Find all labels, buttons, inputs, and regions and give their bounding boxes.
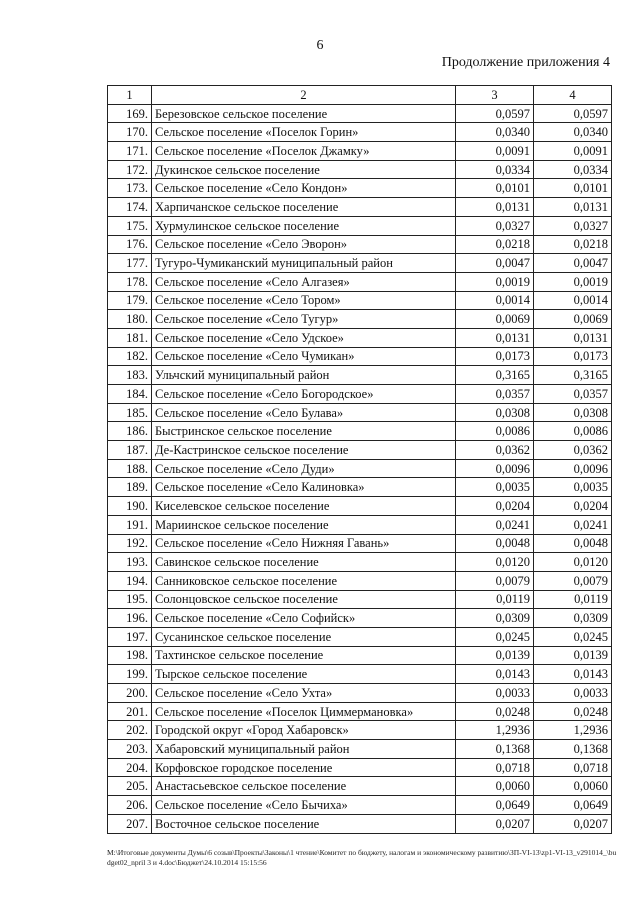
table-row [108,403,612,422]
value-col-3: 0,0033 [456,684,534,703]
value-col-3: 0,0035 [456,478,534,497]
value-col-3: 0,0060 [456,777,534,796]
row-number: 188. [108,459,152,478]
table-row [108,814,612,833]
entity-name: Восточное сельское поселение [152,814,456,833]
entity-name: Сельское поселение «Село Тугур» [152,310,456,329]
value-col-3: 0,0718 [456,758,534,777]
entity-name: Де-Кастринское сельское поселение [152,441,456,460]
entity-name: Сельское поселение «Село Софийск» [152,609,456,628]
value-col-4: 0,0718 [534,758,612,777]
value-col-4: 0,0143 [534,665,612,684]
row-number: 199. [108,665,152,684]
value-col-3: 0,0131 [456,198,534,217]
header-col-4: 4 [534,86,612,105]
table-row [108,721,612,740]
entity-name: Сельское поселение «Село Тором» [152,291,456,310]
table-row [108,627,612,646]
entity-name: Корфовское городское поселение [152,758,456,777]
value-col-4: 0,0362 [534,441,612,460]
row-number: 205. [108,777,152,796]
table-row [108,796,612,815]
row-number: 186. [108,422,152,441]
value-col-3: 0,0649 [456,796,534,815]
value-col-3: 0,0327 [456,216,534,235]
value-col-3: 0,0357 [456,385,534,404]
row-number: 170. [108,123,152,142]
row-number: 196. [108,609,152,628]
row-number: 202. [108,721,152,740]
value-col-3: 0,0019 [456,272,534,291]
value-col-3: 0,0048 [456,534,534,553]
value-col-4: 1,2936 [534,721,612,740]
row-number: 192. [108,534,152,553]
row-number: 176. [108,235,152,254]
row-number: 194. [108,571,152,590]
entity-name: Сельское поселение «Село Булава» [152,403,456,422]
entity-name: Быстринское сельское поселение [152,422,456,441]
entity-name: Сельское поселение «Село Алгазея» [152,272,456,291]
value-col-3: 0,0362 [456,441,534,460]
table-row [108,665,612,684]
row-number: 201. [108,702,152,721]
value-col-3: 0,0241 [456,515,534,534]
row-number: 184. [108,385,152,404]
entity-name: Киселевское сельское поселение [152,497,456,516]
entity-name: Сельское поселение «Село Удское» [152,328,456,347]
table-row [108,310,612,329]
table-row [108,216,612,235]
table-row [108,590,612,609]
file-path-footer: M:\Итоговые документы Думы\6 созыв\Проекты\Законы\1 чтение\Комитет по бюджету, налогам и экономическому развитию\ЗП-VI-13\zp1-VI-13_v291014_\budget02_npril 3 и 4.doc\Бюджет\24.10.2014 15:15:56 [107,848,617,867]
entity-name: Санниковское сельское поселение [152,571,456,590]
row-number: 203. [108,740,152,759]
value-col-3: 0,0139 [456,646,534,665]
value-col-3: 0,0597 [456,104,534,123]
row-number: 183. [108,366,152,385]
entity-name: Сельское поселение «Село Эворон» [152,235,456,254]
table-row [108,142,612,161]
entity-name: Сельское поселение «Село Дуди» [152,459,456,478]
entity-name: Сельское поселение «Поселок Джамку» [152,142,456,161]
entity-name: Хурмулинское сельское поселение [152,216,456,235]
value-col-3: 0,0096 [456,459,534,478]
table-row [108,758,612,777]
value-col-4: 0,0131 [534,328,612,347]
row-number: 175. [108,216,152,235]
value-col-3: 0,0091 [456,142,534,161]
table-row [108,254,612,273]
value-col-3: 0,0173 [456,347,534,366]
table-row [108,272,612,291]
entity-name: Сельское поселение «Село Бычиха» [152,796,456,815]
table-row [108,702,612,721]
value-col-3: 0,3165 [456,366,534,385]
entity-name: Сельское поселение «Поселок Циммермановка» [152,702,456,721]
row-number: 206. [108,796,152,815]
value-col-4: 0,0649 [534,796,612,815]
entity-name: Солонцовское сельское поселение [152,590,456,609]
table-row [108,441,612,460]
row-number: 169. [108,104,152,123]
value-col-4: 0,0173 [534,347,612,366]
value-col-3: 0,0248 [456,702,534,721]
table-row [108,777,612,796]
entity-name: Дукинское сельское поселение [152,160,456,179]
value-col-3: 0,0086 [456,422,534,441]
table-row [108,609,612,628]
value-col-3: 0,0047 [456,254,534,273]
value-col-4: 0,0035 [534,478,612,497]
row-number: 172. [108,160,152,179]
value-col-4: 0,0357 [534,385,612,404]
row-number: 204. [108,758,152,777]
row-number: 178. [108,272,152,291]
header-row [108,86,612,105]
value-col-3: 0,0079 [456,571,534,590]
row-number: 207. [108,814,152,833]
entity-name: Сельское поселение «Поселок Горин» [152,123,456,142]
row-number: 181. [108,328,152,347]
value-col-3: 0,0204 [456,497,534,516]
table-row [108,515,612,534]
value-col-4: 0,0207 [534,814,612,833]
entity-name: Сельское поселение «Село Нижняя Гавань» [152,534,456,553]
header-col-2: 2 [152,86,456,105]
value-col-4: 0,3165 [534,366,612,385]
value-col-3: 0,0308 [456,403,534,422]
value-col-3: 0,0207 [456,814,534,833]
row-number: 180. [108,310,152,329]
value-col-4: 0,0248 [534,702,612,721]
entity-name: Анастасьевское сельское поселение [152,777,456,796]
entity-name: Тахтинское сельское поселение [152,646,456,665]
entity-name: Хабаровский муниципальный район [152,740,456,759]
value-col-4: 0,0334 [534,160,612,179]
value-col-4: 0,0086 [534,422,612,441]
value-col-3: 0,0131 [456,328,534,347]
entity-name: Сельское поселение «Село Калиновка» [152,478,456,497]
value-col-3: 0,0334 [456,160,534,179]
row-number: 174. [108,198,152,217]
table-row [108,104,612,123]
value-col-4: 0,0245 [534,627,612,646]
entity-name: Сельское поселение «Село Чумикан» [152,347,456,366]
value-col-4: 0,0048 [534,534,612,553]
table-row [108,684,612,703]
row-number: 177. [108,254,152,273]
entity-name: Мариинское сельское поселение [152,515,456,534]
entity-name: Ульчский муниципальный район [152,366,456,385]
value-col-3: 1,2936 [456,721,534,740]
row-number: 189. [108,478,152,497]
value-col-4: 0,0119 [534,590,612,609]
value-col-4: 0,0340 [534,123,612,142]
table-row [108,459,612,478]
table-row [108,478,612,497]
row-number: 190. [108,497,152,516]
table-row [108,422,612,441]
value-col-3: 0,0120 [456,553,534,572]
table-row [108,571,612,590]
table-row [108,385,612,404]
value-col-4: 0,0204 [534,497,612,516]
value-col-4: 0,0139 [534,646,612,665]
table-row [108,366,612,385]
row-number: 200. [108,684,152,703]
value-col-3: 0,0309 [456,609,534,628]
value-col-3: 0,0119 [456,590,534,609]
row-number: 179. [108,291,152,310]
value-col-4: 0,0218 [534,235,612,254]
page-number: 6 [316,38,324,53]
table-row [108,497,612,516]
table-row [108,553,612,572]
row-number: 197. [108,627,152,646]
table-row [108,328,612,347]
value-col-4: 0,0014 [534,291,612,310]
table-row [108,740,612,759]
value-col-4: 0,1368 [534,740,612,759]
value-col-3: 0,0245 [456,627,534,646]
value-col-3: 0,0014 [456,291,534,310]
row-number: 193. [108,553,152,572]
value-col-4: 0,0308 [534,403,612,422]
table-row [108,291,612,310]
value-col-4: 0,0597 [534,104,612,123]
entity-name: Харпичанское сельское поселение [152,198,456,217]
row-number: 195. [108,590,152,609]
table-row [108,646,612,665]
header-col-3: 3 [456,86,534,105]
row-number: 171. [108,142,152,161]
entity-name: Сельское поселение «Село Ухта» [152,684,456,703]
table-row [108,160,612,179]
allocation-table [107,85,612,834]
value-col-3: 0,0218 [456,235,534,254]
value-col-4: 0,0131 [534,198,612,217]
value-col-3: 0,0143 [456,665,534,684]
row-number: 191. [108,515,152,534]
value-col-4: 0,0091 [534,142,612,161]
value-col-4: 0,0327 [534,216,612,235]
entity-name: Сельское поселение «Село Кондон» [152,179,456,198]
value-col-3: 0,0340 [456,123,534,142]
value-col-3: 0,0101 [456,179,534,198]
value-col-4: 0,0069 [534,310,612,329]
value-col-4: 0,0309 [534,609,612,628]
row-number: 185. [108,403,152,422]
entity-name: Тырское сельское поселение [152,665,456,684]
row-number: 182. [108,347,152,366]
table-row [108,235,612,254]
header-col-1: 1 [108,86,152,105]
value-col-4: 0,0019 [534,272,612,291]
row-number: 173. [108,179,152,198]
value-col-4: 0,0241 [534,515,612,534]
value-col-4: 0,0120 [534,553,612,572]
entity-name: Городской округ «Город Хабаровск» [152,721,456,740]
value-col-4: 0,0101 [534,179,612,198]
value-col-4: 0,0096 [534,459,612,478]
entity-name: Савинское сельское поселение [152,553,456,572]
value-col-4: 0,0033 [534,684,612,703]
continuation-title: Продолжение приложения 4 [441,55,610,70]
entity-name: Сусанинское сельское поселение [152,627,456,646]
entity-name: Сельское поселение «Село Богородское» [152,385,456,404]
entity-name: Тугуро-Чумиканский муниципальный район [152,254,456,273]
value-col-4: 0,0047 [534,254,612,273]
table-row [108,347,612,366]
value-col-3: 0,1368 [456,740,534,759]
row-number: 198. [108,646,152,665]
value-col-4: 0,0060 [534,777,612,796]
value-col-4: 0,0079 [534,571,612,590]
table-row [108,123,612,142]
entity-name: Березовское сельское поселение [152,104,456,123]
row-number: 187. [108,441,152,460]
table-row [108,198,612,217]
table-row [108,534,612,553]
table-row [108,179,612,198]
value-col-3: 0,0069 [456,310,534,329]
